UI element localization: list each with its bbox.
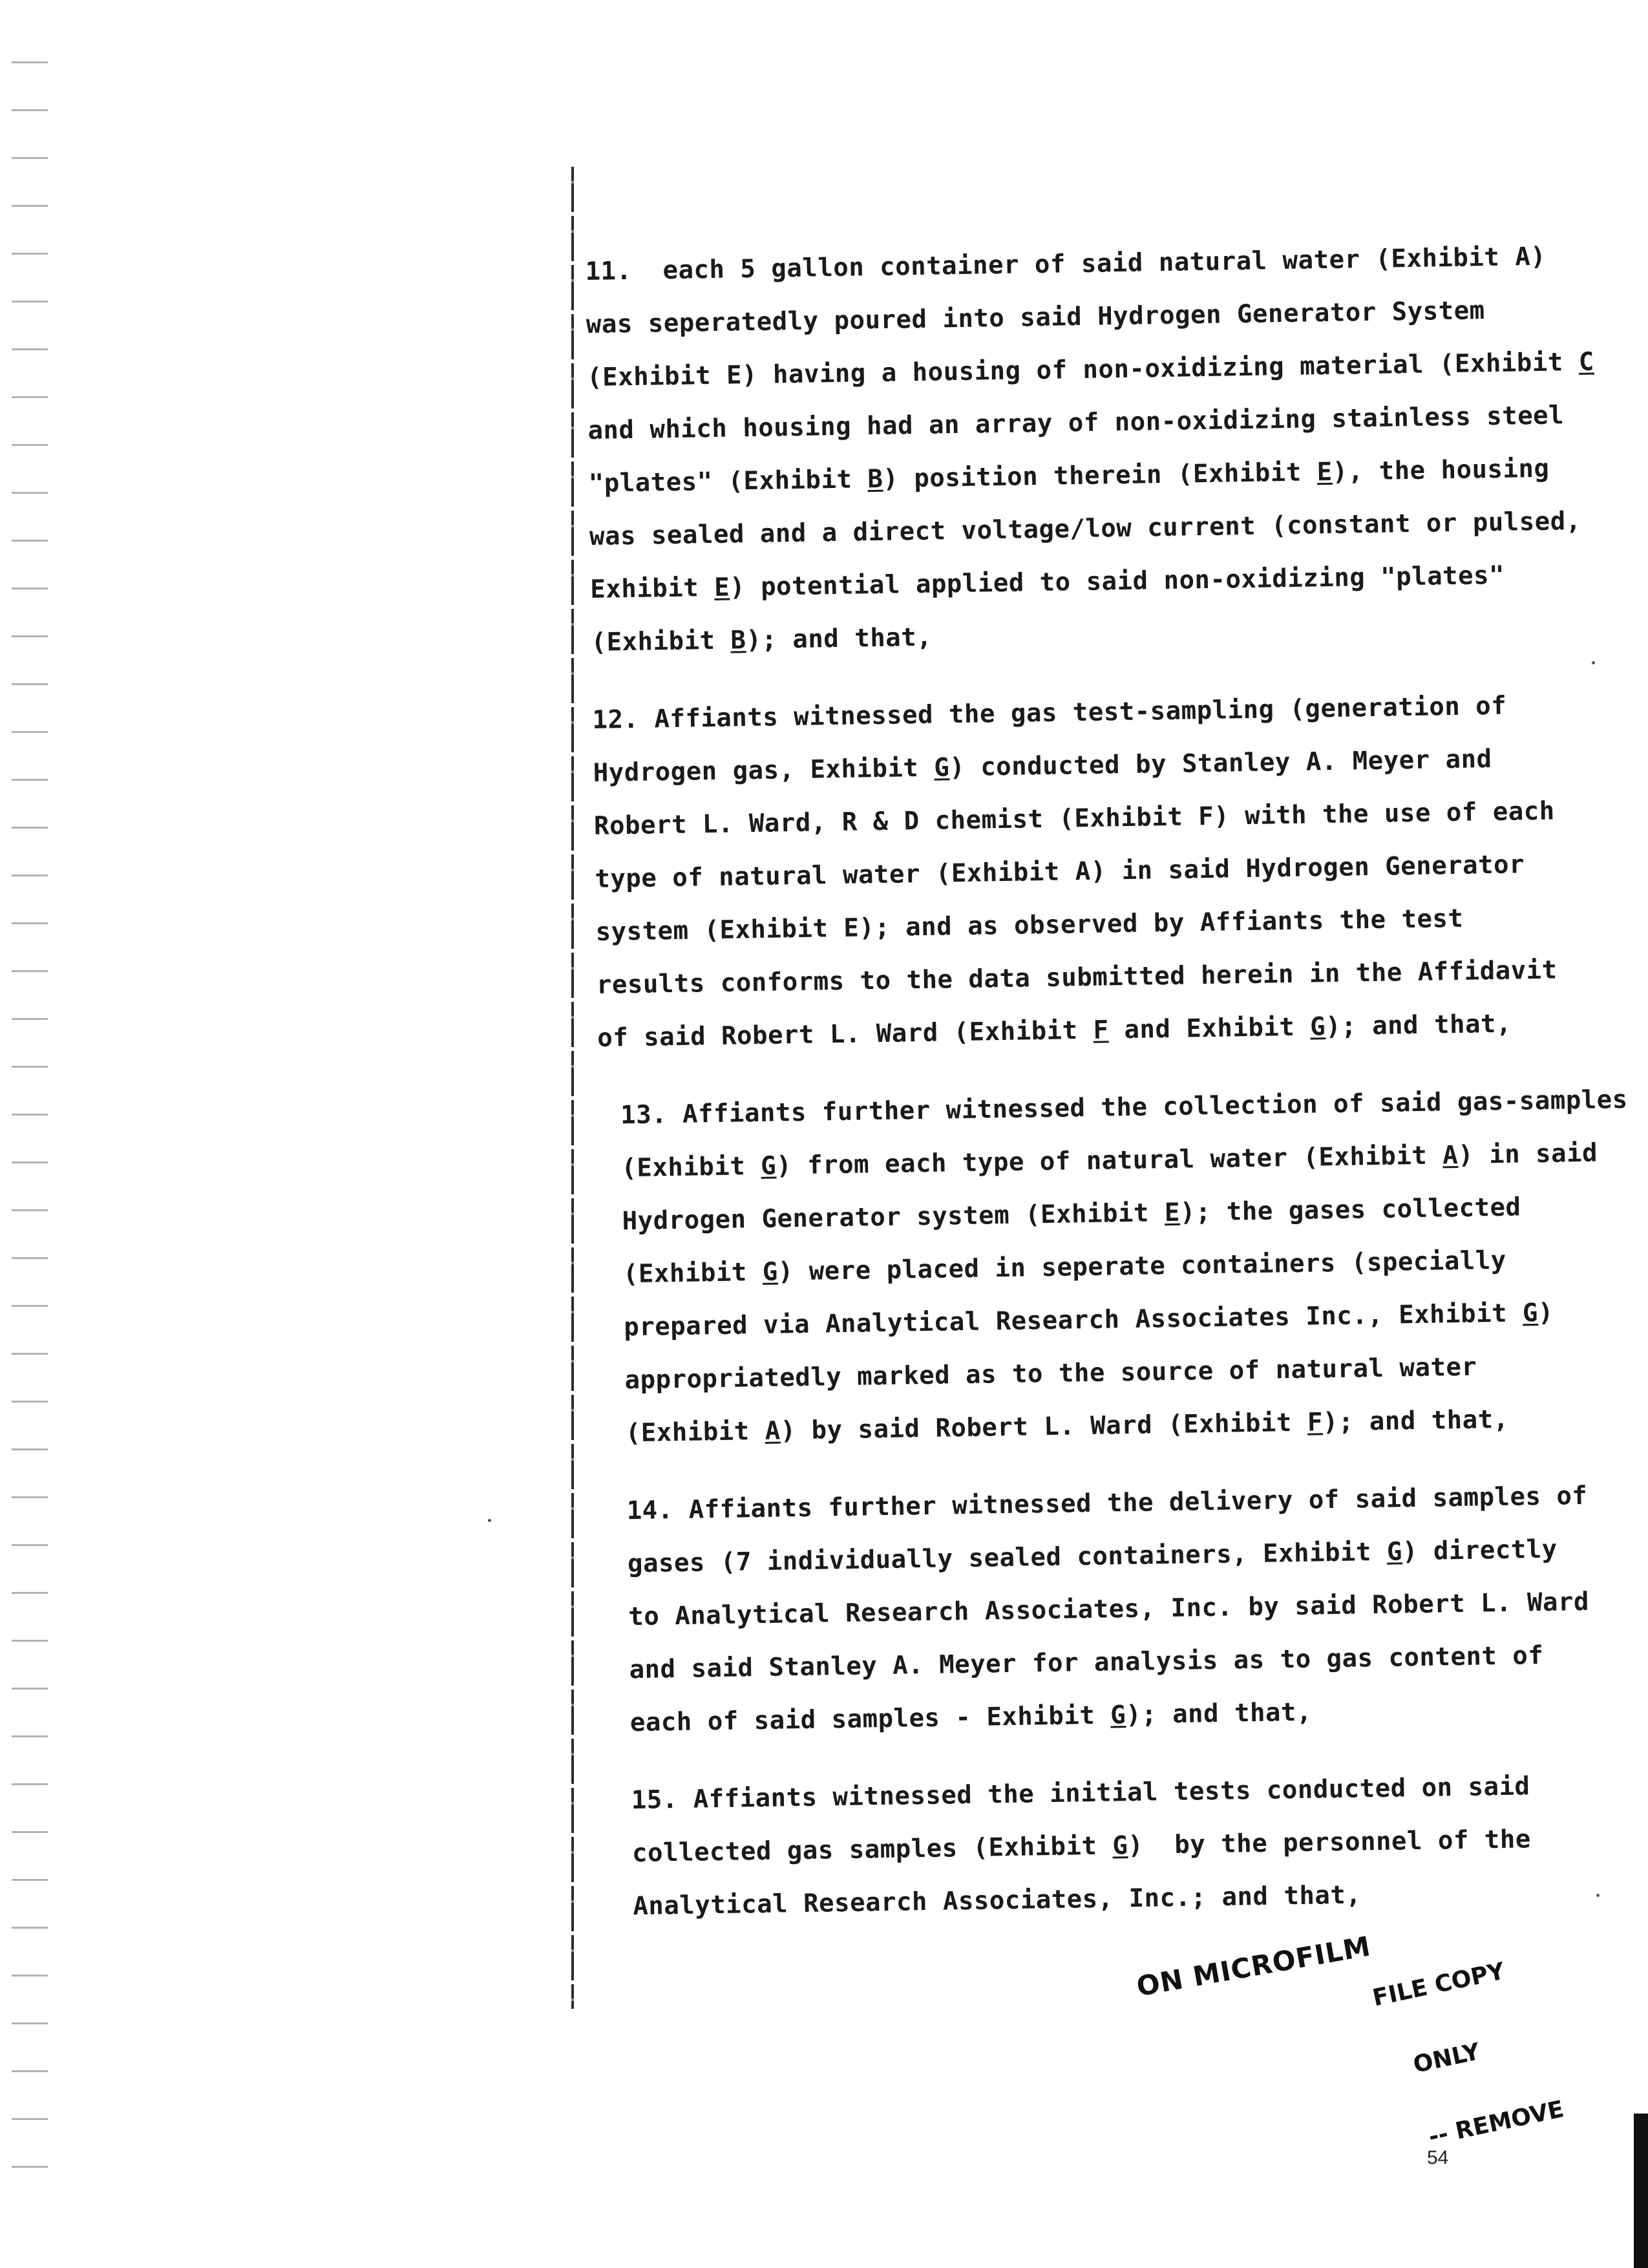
exhibit-letter: G	[760, 1151, 777, 1181]
text-segment: Robert L. Ward, R & D chemist (Exhibit F) with the use of each	[593, 796, 1556, 841]
file-copy-stamp-line: -- REMOVE	[1426, 2095, 1567, 2151]
text-segment: (Exhibit	[591, 626, 731, 657]
text-segment: and which housing had an array of non-oxidizing stainless steel	[587, 401, 1565, 445]
text-segment: 12. Affiants witnessed the gas test-sampling (generation of	[592, 691, 1507, 735]
margin-mark	[12, 1448, 48, 1450]
exhibit-letter: F	[1307, 1408, 1324, 1437]
exhibit-letter: B	[730, 626, 746, 655]
text-segment: ) potential applied to said non-oxidizing "plates"	[729, 560, 1505, 602]
text-segment: 14. Affiants further witnessed the delivery of said samples of	[626, 1481, 1588, 1526]
text-segment: of said Robert L. Ward (Exhibit	[597, 1015, 1093, 1053]
margin-mark	[12, 301, 48, 302]
text-segment: ); and that,	[1325, 1009, 1512, 1042]
paragraph-p15	[609, 1759, 1645, 1934]
margin-mark	[12, 396, 48, 398]
margin-mark	[12, 731, 48, 733]
exhibit-letter: G	[1110, 1701, 1126, 1730]
text-segment: type of natural water (Exhibit A) in said Hydrogen Generator	[595, 850, 1525, 894]
margin-mark	[12, 1018, 48, 1020]
margin-mark	[12, 922, 48, 924]
exhibit-letter: B	[867, 464, 883, 494]
margin-mark	[12, 1975, 48, 1977]
margin-mark	[12, 492, 48, 494]
scan-speck	[1596, 1894, 1600, 1897]
text-segment: ); and that,	[1322, 1404, 1509, 1437]
affidavit-body	[585, 229, 1645, 1958]
file-copy-stamp-line: FILE COPY	[1370, 1958, 1507, 2012]
margin-mark	[12, 1688, 48, 1690]
text-segment: 15. Affiants witnessed the initial tests conducted on said	[631, 1772, 1530, 1816]
margin-mark	[12, 348, 48, 350]
text-segment: gases (7 individually sealed containers, Exhibit	[627, 1537, 1388, 1579]
margin-mark	[12, 779, 48, 781]
text-segment: (Exhibit	[621, 1151, 761, 1183]
margin-mark	[12, 205, 48, 207]
text-segment: and Exhibit	[1108, 1012, 1311, 1045]
margin-mark	[12, 588, 48, 589]
text-segment: ); and that,	[1125, 1697, 1313, 1730]
margin-mark	[12, 1353, 48, 1355]
margin-mark	[12, 2166, 48, 2168]
margin-mark	[12, 1161, 48, 1163]
exhibit-letter: G	[762, 1257, 779, 1287]
margin-mark	[12, 1114, 48, 1116]
margin-mark	[12, 1066, 48, 1068]
page-number: 54	[1427, 2147, 1449, 2168]
text-segment: ) conducted by Stanley A. Meyer and	[949, 745, 1492, 783]
margin-mark	[12, 61, 48, 63]
text-segment: ) from each type of natural water (Exhibit	[776, 1141, 1443, 1181]
text-segment: Analytical Research Associates, Inc.; and that,	[633, 1880, 1362, 1922]
text-segment: (Exhibit	[622, 1257, 763, 1289]
text-segment: appropriatedly marked as to the source of natural water	[624, 1352, 1477, 1395]
text-segment: ) directly	[1402, 1534, 1558, 1567]
scan-edge-bar	[1634, 2114, 1648, 2268]
margin-mark	[12, 1592, 48, 1594]
margin-mark	[12, 1927, 48, 1929]
file-copy-stamp-line: ONLY	[1411, 2038, 1483, 2079]
text-segment: ) by the personnel of the	[1128, 1825, 1532, 1861]
margin-mark	[12, 1496, 48, 1498]
margin-mark	[12, 444, 48, 446]
text-segment: to Analytical Research Associates, Inc. by said Robert L. Ward	[628, 1587, 1590, 1632]
margin-mark	[12, 1735, 48, 1737]
text-segment: was sealed and a direct voltage/low current (constant or pulsed,	[589, 506, 1581, 551]
text-segment: collected gas samples (Exhibit	[631, 1831, 1113, 1869]
margin-mark	[12, 1401, 48, 1403]
scan-speck	[1592, 661, 1595, 664]
exhibit-letter: A	[765, 1416, 781, 1446]
text-segment: (Exhibit E) having a housing of non-oxidizing material (Exhibit	[586, 347, 1579, 392]
margin-line	[571, 167, 574, 2009]
text-segment: prepared via Analytical Research Associates Inc., Exhibit	[623, 1298, 1523, 1342]
exhibit-letter: A	[1442, 1140, 1459, 1171]
text-segment: ) position therein (Exhibit	[883, 458, 1318, 494]
text-segment: Hydrogen Generator system (Exhibit	[622, 1198, 1165, 1236]
margin-mark	[12, 1831, 48, 1833]
text-segment: 11. each 5 gallon container of said natural water (Exhibit A)	[585, 242, 1547, 286]
margin-mark	[12, 2118, 48, 2120]
exhibit-letter: G	[1112, 1831, 1128, 1861]
text-segment: (Exhibit	[625, 1416, 766, 1448]
exhibit-letter: G	[1522, 1298, 1539, 1328]
text-segment: was seperatedly poured into said Hydrogen Generator System	[586, 296, 1485, 339]
text-segment: each of said samples - Exhibit	[629, 1701, 1111, 1738]
margin-marks	[0, 0, 58, 2268]
margin-mark	[12, 1305, 48, 1307]
scan-speck	[488, 1519, 491, 1522]
text-segment: ); and that,	[746, 622, 933, 655]
exhibit-letter: G	[1309, 1012, 1326, 1042]
exhibit-letter: G	[1386, 1537, 1403, 1567]
exhibit-letter: F	[1093, 1015, 1109, 1045]
text-segment: Hydrogen gas, Exhibit	[593, 753, 935, 788]
text-segment: "plates" (Exhibit	[588, 465, 868, 498]
margin-mark	[12, 540, 48, 542]
paragraph-p14	[604, 1469, 1642, 1750]
text-segment: system (Exhibit E); and as observed by Affiants the test	[595, 904, 1464, 947]
margin-mark	[12, 1544, 48, 1546]
margin-mark	[12, 2070, 48, 2072]
margin-mark	[12, 1257, 48, 1259]
text-segment: results conforms to the data submitted herein in the Affidavit	[596, 955, 1558, 1000]
paragraph-p13	[598, 1074, 1638, 1461]
margin-mark	[12, 1879, 48, 1881]
text-segment: and said Stanley A. Meyer for analysis as to gas content of	[629, 1640, 1544, 1685]
margin-mark	[12, 1209, 48, 1211]
text-segment: )	[1537, 1298, 1554, 1328]
paragraph-p12	[592, 678, 1632, 1065]
paragraph-p11	[585, 229, 1625, 670]
exhibit-letter: C	[1578, 347, 1595, 377]
margin-mark	[12, 109, 48, 111]
text-segment: ), the housing	[1332, 454, 1550, 487]
text-segment: 13. Affiants further witnessed the collection of said gas-samples	[620, 1085, 1629, 1130]
margin-mark	[12, 970, 48, 972]
margin-mark	[12, 253, 48, 255]
text-segment: ) were placed in seperate containers (specially	[777, 1245, 1507, 1287]
exhibit-letter: E	[713, 573, 730, 602]
margin-mark	[12, 1783, 48, 1785]
exhibit-letter: E	[1164, 1198, 1181, 1228]
margin-mark	[12, 683, 48, 685]
exhibit-letter: E	[1316, 457, 1333, 487]
margin-mark	[12, 827, 48, 829]
text-segment: Exhibit	[590, 573, 715, 604]
text-segment: ); the gases collected	[1179, 1192, 1521, 1227]
exhibit-letter: G	[933, 753, 950, 783]
margin-mark	[12, 635, 48, 637]
text-segment: ) by said Robert L. Ward (Exhibit	[780, 1408, 1308, 1446]
margin-mark	[12, 2022, 48, 2024]
margin-mark	[12, 874, 48, 876]
microfilm-stamp: ON MICROFILM	[1134, 1930, 1373, 2003]
margin-mark	[12, 1640, 48, 1642]
text-segment: ) in said	[1457, 1138, 1598, 1170]
file-copy-stamp	[1360, 1905, 1576, 2203]
margin-mark	[12, 157, 48, 159]
